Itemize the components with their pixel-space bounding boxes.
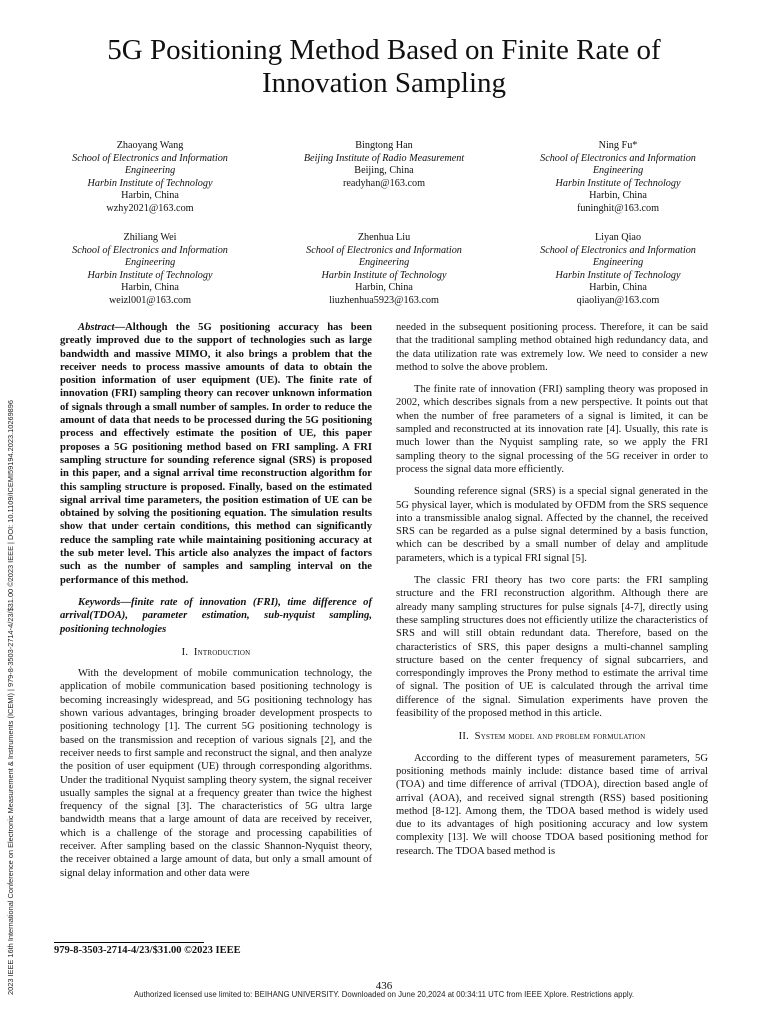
author-email[interactable]: qiaoliyan@163.com (576, 294, 660, 306)
author-location: Harbin, China (121, 190, 179, 202)
abstract-label: Abstract (78, 322, 115, 333)
footnote-rule (54, 942, 204, 943)
keywords-text: —finite rate of innovation (FRI), time difference of arrival(TDOA), parameter estimation, sub-nyquist sampling, positioning technologies (60, 596, 372, 635)
author-affiliation: Harbin Institute of Technology (87, 177, 213, 189)
author-name: Liyan Qiao (594, 232, 642, 243)
author-affiliation: School of Electronics and Information (72, 244, 228, 256)
author-name: Zhenhua Liu (357, 232, 411, 243)
body-paragraph: With the development of mobile communication technology, the application of mobile communication based positioning technology is becoming increasingly widespread, and 5G positioning technology has shown various advantages, bringing broader development prospects to positioning technology [1]. The current 5G positioning technology is based on the transmission and reception of various signals [2], and the receiver needs to first sample and reconstruct the signal, and then analyze the position of user equipment (UE) through corresponding algorithms. Under the traditional Nyquist sampling theory system, the signal receiver usually samples the signal at a frequency greater than twice the highest frequency of the signal [3]. The characteristics of 5G ultra large bandwidth means that a large amount of data are received by receiver, which is a challenge of the storage and processing capabilities of receiver. After sampling based on the classic Shannon-Nyquist theory, the receiver obtained a large amount of data, but only a small amount of signal delay information and other data were (60, 668, 372, 879)
author-affiliation: Harbin Institute of Technology (555, 269, 681, 281)
right-column (396, 321, 708, 867)
author-email[interactable]: weizl001@163.com (108, 294, 192, 306)
author-affiliation: Engineering (124, 257, 176, 269)
author-location: Harbin, China (121, 282, 179, 294)
author-name: Zhaoyang Wang (116, 140, 184, 151)
author-affiliation: Beijing Institute of Radio Measurement (303, 152, 465, 164)
author-affiliation: School of Electronics and Information (540, 244, 696, 256)
section-title: System model and problem formulation (474, 731, 646, 743)
author-affiliation: Engineering (592, 257, 644, 269)
author-affiliation: School of Electronics and Information (306, 244, 462, 256)
author-location: Beijing, China (354, 165, 414, 177)
license-notice: Authorized licensed use limited to: BEIHANG UNIVERSITY. Downloaded on June 20,2024 at 00:34:11 UTC from IEEE Xplore. Restrictions apply. (133, 990, 635, 999)
author-name: Bingtong Han (355, 140, 413, 151)
page-number: 436 (375, 980, 393, 992)
author-block (35, 232, 265, 308)
author-affiliation: School of Electronics and Information (540, 152, 696, 164)
author-location: Harbin, China (355, 282, 413, 294)
body-paragraph: The finite rate of innovation (FRI) sampling theory was proposed in 2002, which describes signals from a new perspective. It points out that when the number of free parameters of a signal is limited, it can be sampled and reconstructed at its innovation rate [4]. Usually, this rate is much lower than the Nyquist sampling rate, so we apply the FRI sampling theory to the signal processing of the 5G receiver in order to process the signal data more efficiently. (396, 384, 708, 475)
section-number: II. (458, 731, 469, 743)
abstract-text: —Although the 5G positioning accuracy has been greatly improved due to the support of technologies such as large bandwidth and massive MIMO, it also brings a problem that the receiver needs to process massive amounts of data to obtain the position information of user equipment (UE). The finite rate of innovation (FRI) sampling theory can recover unknown information of signals through a small number of samples. In order to reduce the amount of data that needs to be processed during the 5G positioning process and effectively estimate the position of UE, this paper proposes a 5G positioning method based on FRI sampling. A FRI sampling structure for sounding reference signal (SRS) is proposed in this paper, and a signal arrival time reconstruction algorithm for this sampling structure is proposed. Finally, based on the estimated signal arrival time parameters, the position estimation of UE can be obtained by solving the positioning equation. The simulation results show that under certain conditions, this method can significantly reduce the sampling rate while maintaining positioning accuracy at the sub meter level. This article also analyzes the impact of factors such as the number of samples and sampling interval on the performance of this method. (60, 322, 372, 586)
doi-sidebar: 2023 IEEE 16th International Conference on Electronic Measurement & Instruments (ICEMI) | 979-8-3503-2714-4/23/$31.00 ©2023 IEEE | DOI: 10.1109/ICEMI59194.2023.10269896 (6, 399, 15, 995)
isbn-line: 979-8-3503-2714-4/23/$31.00 ©2023 IEEE (54, 945, 241, 956)
author-affiliation: Engineering (592, 165, 644, 177)
section-number: I. (181, 646, 189, 658)
author-block (503, 232, 733, 308)
author-location: Harbin, China (589, 282, 647, 294)
title-line-1: 5G Positioning Method Based on Finite Rate of (107, 34, 661, 66)
keywords-paragraph (60, 596, 372, 636)
body-paragraph: needed in the subsequent positioning process. Therefore, it can be said that the traditional sampling method obtained high redundancy data, and the data utilization rate was extremely low. We need to consider a new method to solve the above problem. (396, 322, 708, 373)
left-column (60, 321, 372, 889)
paper-title (0, 34, 768, 100)
body-paragraph: The classic FRI theory has two core parts: the FRI sampling structure and the FRI reconstruction algorithm. Although there are already many sampling structures for pulse signals [4-7], directly using these sampling structures does not efficiently utilize the characteristics of SRS and will still obtain redundant data. Therefore, based on the characteristics of SRS, this paper designs a multi-channel sampling structure based on the center frequency of signal subcarriers, and correspondingly improves the Prony method to estimate the arrival time of signal. The position of UE is calculated through the arrival time difference of the signal. Simulation experiments have proven the feasibility of the proposed method in this article. (396, 575, 708, 720)
author-email[interactable]: liuzhenhua5923@163.com (329, 294, 439, 306)
title-line-2: Innovation Sampling (261, 67, 507, 99)
author-affiliation: School of Electronics and Information (72, 152, 228, 164)
author-affiliation: Harbin Institute of Technology (87, 269, 213, 281)
author-affiliation: Harbin Institute of Technology (321, 269, 447, 281)
author-block (269, 232, 499, 308)
section-heading-system-model (396, 730, 708, 743)
keywords-label: Keywords (78, 596, 121, 608)
abstract-paragraph (60, 321, 372, 587)
author-affiliation: Harbin Institute of Technology (555, 177, 681, 189)
body-paragraph: Sounding reference signal (SRS) is a special signal generated in the 5G physical layer, which is modulated by OFDM from the SRS sequence into a transmissible analog signal. Affected by the channel, the received SRS can be regarded as a pulse signal determined by a basis function, which can be described by a small number of delay and amplitude parameters, which is a typical FRI signal [5]. (396, 486, 708, 564)
body-paragraph: According to the different types of measurement parameters, 5G positioning methods mainly include: distance based time of arrival (TOA) and time difference of arrival (TDOA), direction based angle of arrival (AOA), and received signal strength (RSS) based positioning method [8-12]. Among them, the TDOA based method is widely used due to its advantages of high positioning accuracy and low system complexity [13]. We will choose TDOA based positioning method for research. The TDOA based method is (396, 752, 708, 857)
author-location: Harbin, China (589, 190, 647, 202)
author-email[interactable]: wzhy2021@163.com (106, 202, 194, 214)
author-affiliation: Engineering (124, 165, 176, 177)
author-name: Ning Fu* (598, 140, 638, 151)
author-name: Zhiliang Wei (123, 232, 177, 243)
section-heading-introduction (60, 646, 372, 659)
author-affiliation: Engineering (358, 257, 410, 269)
author-block (269, 140, 499, 190)
section-title: Introduction (193, 646, 251, 658)
author-email[interactable]: readyhan@163.com (342, 177, 426, 189)
author-block (503, 140, 733, 216)
author-email[interactable]: funinghit@163.com (576, 202, 660, 214)
author-block (35, 140, 265, 216)
